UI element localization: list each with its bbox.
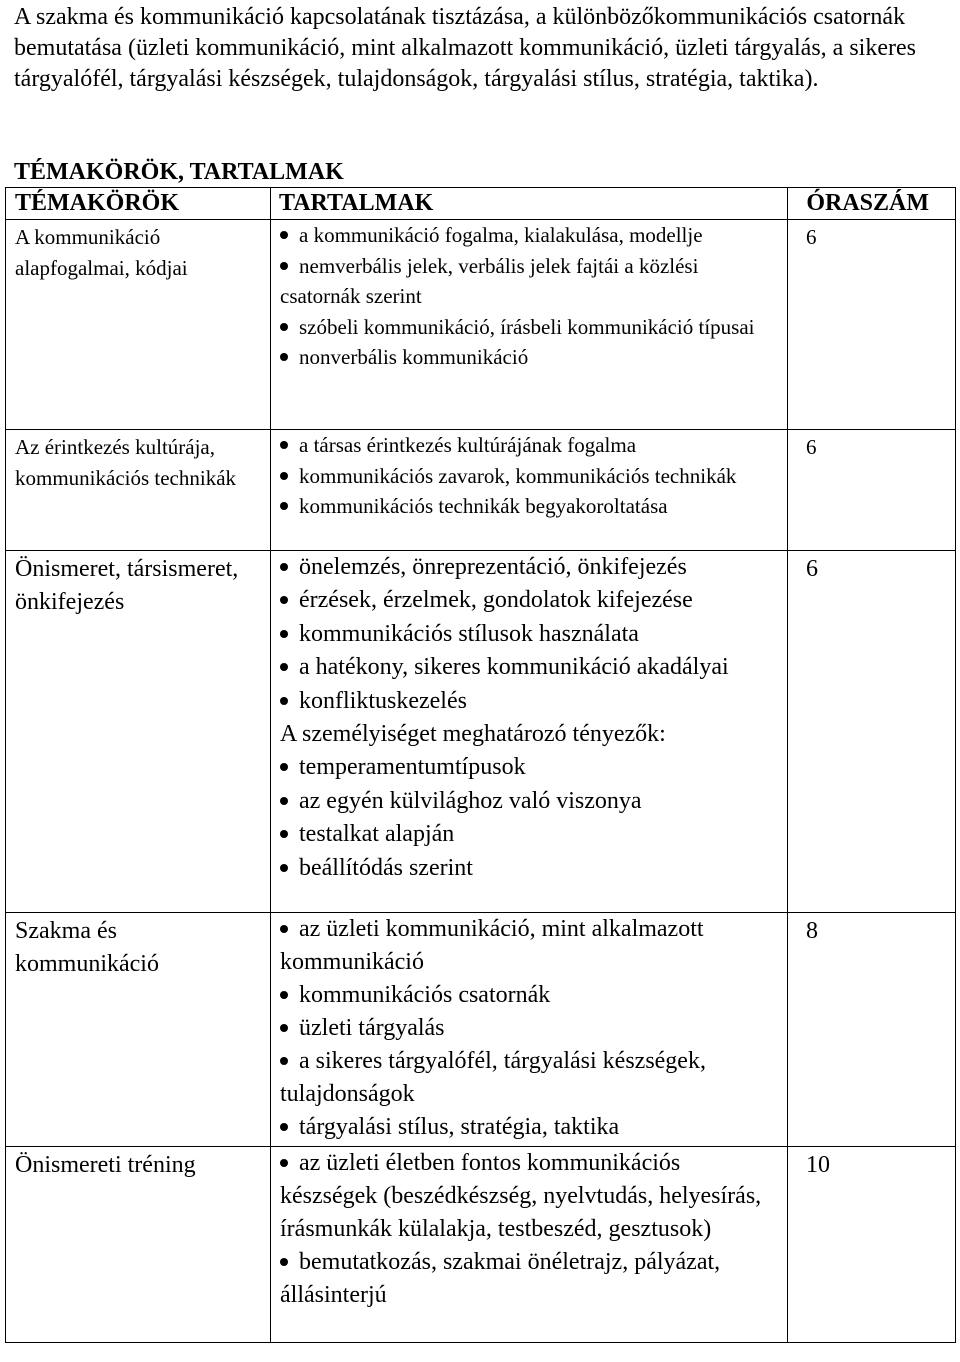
hours-cell: 6 [788,430,956,551]
header-contents: TARTALMAK [271,188,788,220]
bullet-icon [280,1159,288,1167]
bullet-icon [280,1024,288,1032]
bullet-icon [280,323,288,331]
contents-cell [271,913,788,1147]
list-item [280,1246,779,1312]
list-item-text: nemverbális jelek, verbális jelek fajtái a közlési csatornák szerint [280,253,699,308]
list-item [280,1147,779,1246]
list-item-text: érzések, érzelmek, gondolatok kifejezése [299,587,693,614]
content-subheading: A személyiséget meghatározó tényezők: [280,721,666,748]
topic-cell: Önismereti tréning [6,1147,271,1343]
table-row [6,430,956,551]
list-item [280,430,779,461]
list-item [280,618,779,651]
bullet-icon [280,472,288,480]
bullet-icon [280,697,288,705]
list-item [280,913,779,979]
header-topics: TÉMAKÖRÖK [6,188,271,220]
topic-cell: Szakma és kommunikáció [6,913,271,1147]
bullet-icon [280,353,288,361]
bullet-icon [280,1258,288,1266]
list-item [280,818,779,851]
list-item-text: konfliktuskezelés [299,687,467,714]
list-item [280,220,779,251]
list-item-text: kommunikációs csatornák [299,982,551,1008]
list-item [280,551,779,584]
topic-cell: Az érintkezés kultúrája, kommunikációs technikák [6,430,271,551]
list-item-text: az egyén külvilághoz való viszonya [299,787,642,814]
list-item [280,852,779,885]
list-item [280,342,779,373]
list-item [280,751,779,784]
list-item [280,1111,779,1144]
hours-cell: 6 [788,551,956,913]
list-item [280,651,779,684]
list-item-text: temperamentumtípusok [299,754,526,781]
bullet-icon [280,563,288,571]
bullet-icon [280,502,288,510]
table-row [6,551,956,913]
list-item-text: beállítódás szerint [299,854,473,881]
list-item-text: nonverbális kommunikáció [299,345,529,369]
bullet-icon [280,441,288,449]
list-item [280,461,779,492]
content-list [271,220,787,373]
list-item-text: a sikeres tárgyalófél, tárgyalási készségek, tulajdonságok [280,1048,706,1107]
table-row [6,1147,956,1343]
list-item-text: az üzleti életben fontos kommunikációs készségek (beszédkészség, nyelvtudás, helyesírás, írásmunkák külalakja, testbeszéd, gesztusok) [280,1150,762,1242]
bullet-icon [280,864,288,872]
section-title: TÉMAKÖRÖK, TARTALMAK [14,159,344,185]
bullet-icon [280,925,288,933]
content-list [271,430,787,522]
list-item-text: önelemzés, önreprezentáció, önkifejezés [299,554,687,580]
content-list [271,913,787,1144]
list-item [280,685,779,718]
bullet-icon [280,1057,288,1065]
bullet-icon [280,630,288,638]
content-list [271,751,787,885]
list-item [280,1012,779,1045]
list-item [280,785,779,818]
header-hours: ÓRASZÁM [788,188,956,220]
list-item [280,1045,779,1111]
contents-cell [271,1147,788,1343]
bullet-icon [280,231,288,239]
contents-cell [271,551,788,913]
list-item-text: testalkat alapján [299,821,455,848]
bullet-icon [280,797,288,805]
hours-cell: 10 [788,1147,956,1343]
list-item-text: kommunikációs stílusok használata [299,620,639,647]
list-item [280,312,779,343]
topic-cell: Önismeret, társismeret, önkifejezés [6,551,271,913]
topics-table [5,187,956,1343]
intro-paragraph: A szakma és kommunikáció kapcsolatának tisztázása, a különbözőkommunikációs csatornák bemutatása (üzleti kommunikáció, mint alkalmazott kommunikáció, üzleti tárgyalás, a sikeres tárgyalófél, tárgyalási készségek, tulajdonságok, tárgyalási stílus, stratégia, taktika). [14,4,916,92]
list-item-text: tárgyalási stílus, stratégia, taktika [299,1114,620,1140]
table-row [6,913,956,1147]
list-item-text: bemutatkozás, szakmai önéletrajz, pályázat, állásinterjú [280,1249,721,1308]
list-item-text: a hatékony, sikeres kommunikáció akadályai [299,654,729,681]
contents-cell [271,430,788,551]
list-item-text: az üzleti kommunikáció, mint alkalmazott kommunikáció [280,916,704,975]
list-item [280,251,779,312]
contents-cell [271,220,788,430]
list-item [280,979,779,1012]
list-item [280,584,779,617]
list-item-text: kommunikációs zavarok, kommunikációs technikák [299,463,737,488]
list-item-text: üzleti tárgyalás [299,1015,445,1041]
hours-cell: 6 [788,220,956,430]
list-item-text: kommunikációs technikák begyakoroltatása [299,494,668,518]
list-item-text: a társas érintkezés kultúrájának fogalma [299,433,637,457]
content-list [271,551,787,718]
bullet-icon [280,262,288,270]
table-row [6,220,956,430]
list-item [280,491,779,522]
content-list [271,1147,787,1312]
list-item-text: szóbeli kommunikáció, írásbeli kommunikáció típusai [299,314,755,339]
table-header-row [6,188,956,220]
bullet-icon [280,991,288,999]
topic-cell: A kommunikáció alapfogalmai, kódjai [6,220,271,430]
hours-cell: 8 [788,913,956,1147]
list-item-text: a kommunikáció fogalma, kialakulása, modellje [299,223,703,247]
bullet-icon [280,1123,288,1131]
